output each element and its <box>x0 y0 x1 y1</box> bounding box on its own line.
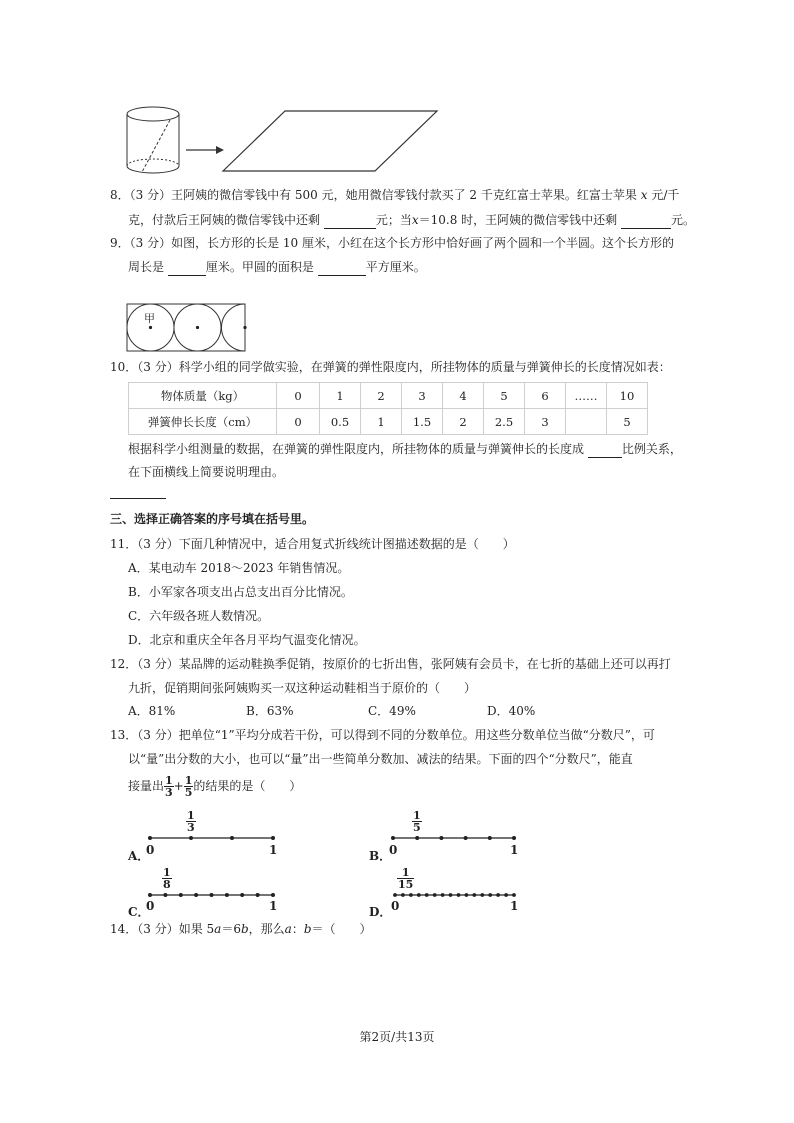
table-row-header: 物体质量（kg） <box>129 383 277 409</box>
ruler-one-label: 1 <box>269 843 278 857</box>
table-cell: 4 <box>443 383 484 409</box>
question-10-line2: 根据科学小组测量的数据，在弹簧的弹性限度内，所挂物体的质量与弹簧伸长的长度成 比例关系， <box>128 442 682 456</box>
answer-blank[interactable] <box>324 214 376 229</box>
ruler-one-label: 1 <box>510 899 519 913</box>
answer-blank[interactable] <box>588 443 622 458</box>
ruler-fraction-label: $\frac{1}{15}$ <box>398 866 414 891</box>
question-10-line3: 在下面横线上简要说明理由。 <box>128 465 285 479</box>
table-cell: …… <box>566 383 607 409</box>
question-9-line1: 9．（3 分）如图，长方形的长是 10 厘米，小红在这个长方形中恰好画了两个圆和一个半圆。这个长方形的 <box>110 236 674 250</box>
ruler-one-label: 1 <box>510 843 519 857</box>
option-a[interactable]: A．某电动车 2018～2023 年销售情况。 <box>128 561 350 575</box>
question-13-line2: 以“量”出分数的大小，也可以“量”出一些简单分数加、减法的结果。下面的四个“分数尺”，能直 <box>128 752 633 766</box>
section-heading: 三、选择正确答案的序号填在括号里。 <box>110 512 315 526</box>
table-cell: 2.5 <box>484 409 525 435</box>
question-12-line2: 九折，促销期间张阿姨购买一双这种运动鞋相当于原价的（ ） <box>128 681 477 695</box>
fraction-one-third: $\frac{1}{3}$ <box>165 774 173 799</box>
option-d[interactable]: D．40% <box>487 704 536 718</box>
option-c[interactable]: C．49% <box>368 704 416 718</box>
question-8-line1: 8．（3 分）王阿姨的微信零钱中有 500 元，她用微信零钱付款买了 2 千克红富士苹果。红富士苹果 x 元/千 <box>110 188 680 202</box>
ruler-fraction-label: $\frac{1}{3}$ <box>187 809 195 834</box>
question-8-line2: 克，付款后王阿姨的微信零钱中还剩 元；当x＝10.8 时，王阿姨的微信零钱中还剩 元。 <box>128 213 696 227</box>
option-d[interactable]: D．北京和重庆全年各月平均气温变化情况。 <box>128 633 366 647</box>
table-cell: 6 <box>525 383 566 409</box>
answer-line[interactable] <box>110 498 166 499</box>
answer-blank[interactable] <box>168 261 206 276</box>
ruler-fraction-label: $\frac{1}{8}$ <box>163 866 171 891</box>
table-cell: 1 <box>320 383 361 409</box>
answer-blank[interactable] <box>621 214 671 229</box>
option-letter: D． <box>369 905 392 919</box>
table-cell: 1.5 <box>402 409 443 435</box>
ruler-zero-label: 0 <box>389 843 398 857</box>
option-b[interactable]: B．63% <box>246 704 294 718</box>
ruler-zero-label: 0 <box>146 899 155 913</box>
table-row-header: 弹簧伸长长度（cm） <box>129 409 277 435</box>
spring-data-table <box>128 382 648 435</box>
table-cell <box>566 409 607 435</box>
question-11-stem: 11．（3 分）下面几种情况中，适合用复式折线统计图描述数据的是（ ） <box>110 537 515 551</box>
question-12-line1: 12．（3 分）某品牌的运动鞋换季促销，按原价的七折出售，张阿姨有会员卡，在七折的基础上还可以再打 <box>110 657 671 671</box>
table-cell: 5 <box>484 383 525 409</box>
table-cell: 3 <box>525 409 566 435</box>
table-cell: 1 <box>361 409 402 435</box>
fraction-one-fifth: $\frac{1}{5}$ <box>184 774 193 799</box>
answer-blank[interactable] <box>318 261 366 276</box>
rectangle-circles-figure <box>126 303 252 353</box>
option-letter: C． <box>128 905 150 919</box>
table-row <box>129 409 648 435</box>
option-letter: B． <box>369 849 392 863</box>
question-13-line3: 接量出 $\frac{1}{3}$ + $\frac{1}{5}$ 的结果的是（ ） <box>128 774 302 799</box>
table-cell: 3 <box>402 383 443 409</box>
cylinder-to-parallelogram-figure <box>120 104 440 176</box>
question-10-line1: 10．（3 分）科学小组的同学做实验，在弹簧的弹性限度内，所挂物体的质量与弹簧伸长的长度情况如表： <box>110 360 671 374</box>
table-cell: 2 <box>443 409 484 435</box>
table-cell: 10 <box>607 383 648 409</box>
cylinder-shape <box>127 107 179 173</box>
option-b[interactable]: B．小军家各项支出占总支出百分比情况。 <box>128 585 353 599</box>
question-13-line1: 13．（3 分）把单位“1”平均分成若干份，可以得到不同的分数单位。用这些分数单位当做“分数尺”，可 <box>110 728 655 742</box>
table-row <box>129 383 648 409</box>
ruler-zero-label: 0 <box>391 899 400 913</box>
table-cell: 0 <box>277 383 320 409</box>
parallelogram-shape <box>223 111 437 171</box>
ruler-zero-label: 0 <box>146 843 155 857</box>
table-cell: 2 <box>361 383 402 409</box>
question-9-line2: 周长是 厘米。甲圆的面积是 平方厘米。 <box>128 260 426 274</box>
table-cell: 5 <box>607 409 648 435</box>
ruler-one-label: 1 <box>269 899 278 913</box>
table-cell: 0 <box>277 409 320 435</box>
option-a[interactable]: A．81% <box>128 704 176 718</box>
circle-label: 甲 <box>144 312 155 325</box>
question-14: 14．（3 分）如果 5a＝6b，那么a：b＝（ ） <box>110 922 372 936</box>
option-letter: A． <box>128 849 150 863</box>
table-cell: 0.5 <box>320 409 361 435</box>
option-c[interactable]: C．六年级各班人数情况。 <box>128 609 270 623</box>
page-footer: 第2页/共13页 <box>359 1030 435 1044</box>
arrow-icon <box>186 146 224 154</box>
ruler-fraction-label: $\frac{1}{5}$ <box>413 809 421 834</box>
